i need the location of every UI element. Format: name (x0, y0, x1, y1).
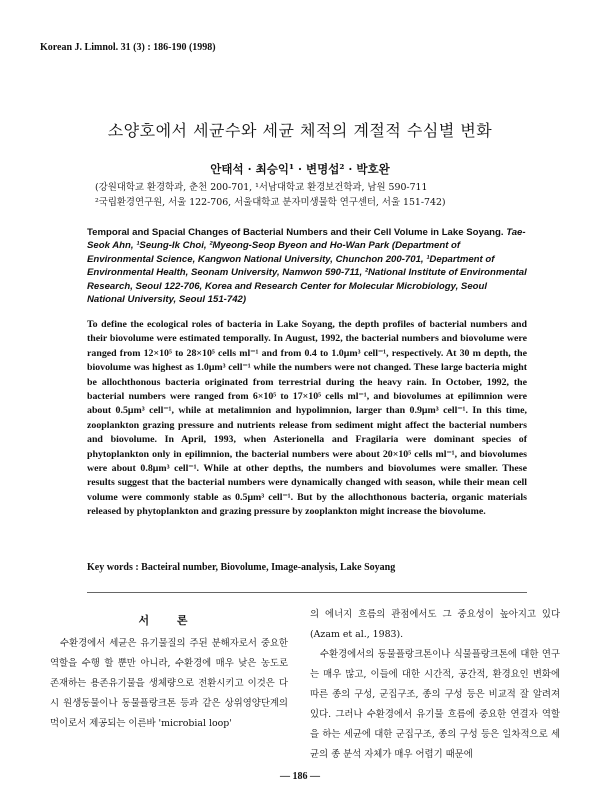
english-title: Temporal and Spacial Changes of Bacterial Numbers and their Cell Volume in Lake Soyang. (87, 227, 504, 238)
journal-citation: Korean J. Limnol. 31 (3) : 186-190 (1998) (40, 42, 216, 53)
affiliation-line-2: ²국립환경연구원, 서울 122-706, 서울대학교 분자미생물학 연구센터, 서울 151-742) (95, 197, 446, 208)
english-title-block (87, 226, 527, 306)
korean-affiliations (95, 180, 535, 210)
section-heading-introduction: 서 론 (138, 614, 200, 627)
right-column-paragraph-1: 의 에너지 흐름의 관점에서도 그 중요성이 높아지고 있다(Azam et al., 1983). (310, 609, 560, 640)
affiliation-line-1: (강원대학교 환경학과, 춘천 200-701, ¹서남대학교 환경보건학과, 남원 590-711 (95, 182, 428, 193)
right-column (310, 605, 560, 765)
page-number: — 186 — (280, 771, 320, 782)
left-column (50, 612, 288, 734)
korean-title: 소양호에서 세균수와 세균 체적의 계절적 수심별 변화 (107, 121, 493, 140)
english-authors-affiliations: Tae-Seok Ahn, ¹Seung-Ik Choi, ²Myeong-Seop Byeon and Ho-Wan Park (Department of Environmental Science, Kangwon National University, Chunchon 200-701, ¹Department of Environmental Health, Seonam University, Namwon 590-711, ²National Institute of Environmental Research, Seoul 122-706, Korea and Research Center for Molecular Microbiology, Seoul National University, Seoul 151-742) (87, 227, 527, 306)
right-column-paragraph-2: 수환경에서의 동물플랑크톤이나 식물플랑크톤에 대한 연구는 매우 많고, 이들에 대한 시간적, 공간적, 환경요인 변화에 따른 종의 구성, 군집구조, 종의 구성 등은 비교적 잘 알려져 있다. 그러나 수환경에서 유기물 흐름에 중요한 연결자 역할을 하는 세균에 대한 군집구조, 종의 구성 등은 일차적으로 세균의 종 분석 자체가 매우 어렵기 때문에 (310, 649, 560, 760)
korean-authors: 안태석 · 최승익¹ · 변명섭² · 박호완 (210, 162, 390, 176)
abstract: To define the ecological roles of bacteria in Lake Soyang, the depth profiles of bacterial numbers and their biovolume were estimated temporally. In August, 1992, the bacterial numbers and biovolume were ranged from 12×10⁵ to 28×10⁵ cells ml⁻¹ and from 0.4 to 1.0μm³ cell⁻¹, respectively. At 30 m depth, the biovolume was highest as 1.0μm³ cell⁻¹ while the numbers were not changed. These large bacteria might be allochthonous bacteria originated from terrestrial during the heavy rain. In October, 1992, the bacterial numbers were ranged from 6×10⁵ to 17×10⁵ cells ml⁻¹, and biovolumes at epilimnion were about 0.5μm³ cell⁻¹, while at metalimnion and hypolimnion, larger than 0.9μm³ cell⁻¹. In this time, zooplankton grazing pressure and nutrients release from sediment might affect the bacterial numbers and biovolume. In April, 1993, when Asterionella and Fragilaria were dominant species of phytoplankton only in epilimnion, the bacterial numbers were about 20×10⁵ cells ml⁻¹, and biovolumes were about 0.8μm³ cell⁻¹. While at other depths, the numbers and biovolumes were smaller. These results suggest that the bacterial numbers were dynamically changed with season, while their mean cell volume were commonly stable as 0.5μm³ cell⁻¹. But by the allochthonous bacteria, organic materials released by phytoplankton and grazing pressure by zooplankton might increase the biovolume. (87, 319, 527, 518)
divider (87, 592, 527, 593)
keywords: Key words : Bacteiral number, Biovolume, Image-analysis, Lake Soyang (87, 562, 396, 573)
left-column-text: 수환경에서 세균은 유기물질의 주된 분해자로서 중요한 역할을 수행 할 뿐만 아니라, 수환경에 매우 낮은 농도로 존재하는 용존유기물을 생체량으로 전환시키고 이것은 다시 원생동물이나 동물플랑크톤 등과 같은 상위영양단계의 먹이로서 제공되는 이른바 'microbial loop' (50, 638, 288, 729)
